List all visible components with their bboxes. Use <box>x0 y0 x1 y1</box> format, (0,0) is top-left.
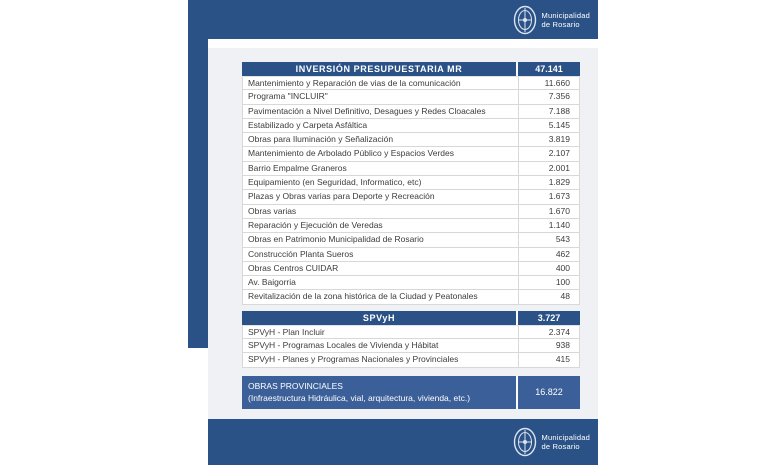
table-row <box>242 176 580 190</box>
row-value: 2.107 <box>518 147 580 160</box>
row-label: Mantenimiento de Arbolado Público y Espacios Verdes <box>242 147 518 160</box>
row-label: Mantenimiento y Reparación de vias de la comunicación <box>242 77 518 89</box>
table-row <box>242 133 580 147</box>
table-row <box>242 233 580 247</box>
crest-icon-slot <box>513 5 537 35</box>
rosario-crest-icon <box>513 427 537 457</box>
row-value: 3.819 <box>518 133 580 146</box>
row-value: 48 <box>518 290 580 303</box>
table-row <box>242 290 580 304</box>
table-row <box>242 219 580 233</box>
row-value: 7.188 <box>518 105 580 118</box>
table-row <box>242 190 580 204</box>
row-value: 938 <box>518 339 580 352</box>
table-row <box>242 119 580 133</box>
row-value: 1.829 <box>518 176 580 189</box>
brand-line2: de Rosario <box>541 19 580 29</box>
row-label: Obras Centros CUIDAR <box>242 262 518 275</box>
row-label: SPVyH - Programas Locales de Vivienda y Hábitat <box>242 339 518 352</box>
brand-text <box>542 11 590 29</box>
top-banner <box>208 0 598 39</box>
brand-line1: Municipalidad <box>541 433 590 442</box>
row-value: 1.670 <box>518 205 580 218</box>
row-value: 11.660 <box>518 77 580 89</box>
section-gap <box>242 368 580 376</box>
row-label: Pavimentación a Nivel Definitivo, Desagues y Redes Cloacales <box>242 105 518 118</box>
table-row <box>242 147 580 161</box>
row-value: 1.140 <box>518 219 580 232</box>
table-row <box>242 262 580 276</box>
row-label: SPVyH - Planes y Programas Nacionales y Provinciales <box>242 353 518 366</box>
row-label: Construcción Planta Sueros <box>242 248 518 261</box>
row-value: 100 <box>518 276 580 289</box>
spvyh-title: SPVyH <box>242 311 516 325</box>
row-value: 543 <box>518 233 580 246</box>
left-accent-bar <box>188 0 208 348</box>
budget-tables <box>242 62 580 409</box>
row-label: Obras en Patrimonio Municipalidad de Rosario <box>242 233 518 246</box>
obras-total: 16.822 <box>518 376 580 409</box>
bottom-banner <box>208 419 598 465</box>
crest-icon-slot <box>513 427 537 457</box>
table-row <box>242 105 580 119</box>
obras-provinciales-box <box>242 376 580 409</box>
table-row <box>242 276 580 290</box>
obras-subtitle: (Infraestructura Hidráulica, vial, arquitectura, vivienda, etc.) <box>248 392 471 403</box>
main-table-rows <box>242 76 580 305</box>
row-value: 2.001 <box>518 162 580 175</box>
row-label: Estabilizado y Carpeta Asfáltica <box>242 119 518 132</box>
row-label: Equipamiento (en Seguridad, Informatico, etc) <box>242 176 518 189</box>
brand-line2: de Rosario <box>541 442 580 451</box>
main-table-total: 47.141 <box>518 62 580 76</box>
row-value: 5.145 <box>518 119 580 132</box>
table-row <box>242 162 580 176</box>
row-label: SPVyH - Plan Incluir <box>242 326 518 338</box>
brand-line1: Municipalidad <box>541 10 590 20</box>
row-label: Barrio Empalme Graneros <box>242 162 518 175</box>
obras-provinciales-label <box>242 376 516 409</box>
spvyh-header-row <box>242 311 580 325</box>
row-label: Obras para Iluminación y Señalización <box>242 133 518 146</box>
row-value: 2.374 <box>518 326 580 338</box>
row-value: 415 <box>518 353 580 366</box>
row-label: Programa "INCLUIR" <box>242 90 518 103</box>
spvyh-rows <box>242 325 580 368</box>
row-value: 462 <box>518 248 580 261</box>
table-row <box>242 90 580 104</box>
municipality-logo <box>513 5 590 35</box>
row-value: 7.356 <box>518 90 580 103</box>
table-row <box>242 248 580 262</box>
main-table-header-row <box>242 62 580 76</box>
brand-text-footer <box>542 433 590 451</box>
table-row <box>242 76 580 90</box>
row-label: Reparación y Ejecución de Veredas <box>242 219 518 232</box>
obras-title: OBRAS PROVINCIALES <box>248 380 343 391</box>
row-value: 400 <box>518 262 580 275</box>
table-row <box>242 205 580 219</box>
table-row <box>242 339 580 353</box>
table-row <box>242 353 580 367</box>
municipality-logo-footer <box>513 427 590 457</box>
spvyh-total: 3.727 <box>518 311 580 325</box>
rosario-crest-icon <box>513 5 537 35</box>
row-label: Obras varias <box>242 205 518 218</box>
main-table-title: INVERSIÓN PRESUPUESTARIA MR <box>242 62 516 76</box>
row-label: Plazas y Obras varias para Deporte y Recreación <box>242 190 518 203</box>
row-label: Av. Baigorria <box>242 276 518 289</box>
row-label: Revitalización de la zona histórica de la Ciudad y Peatonales <box>242 290 518 303</box>
row-value: 1.673 <box>518 190 580 203</box>
table-row <box>242 325 580 339</box>
